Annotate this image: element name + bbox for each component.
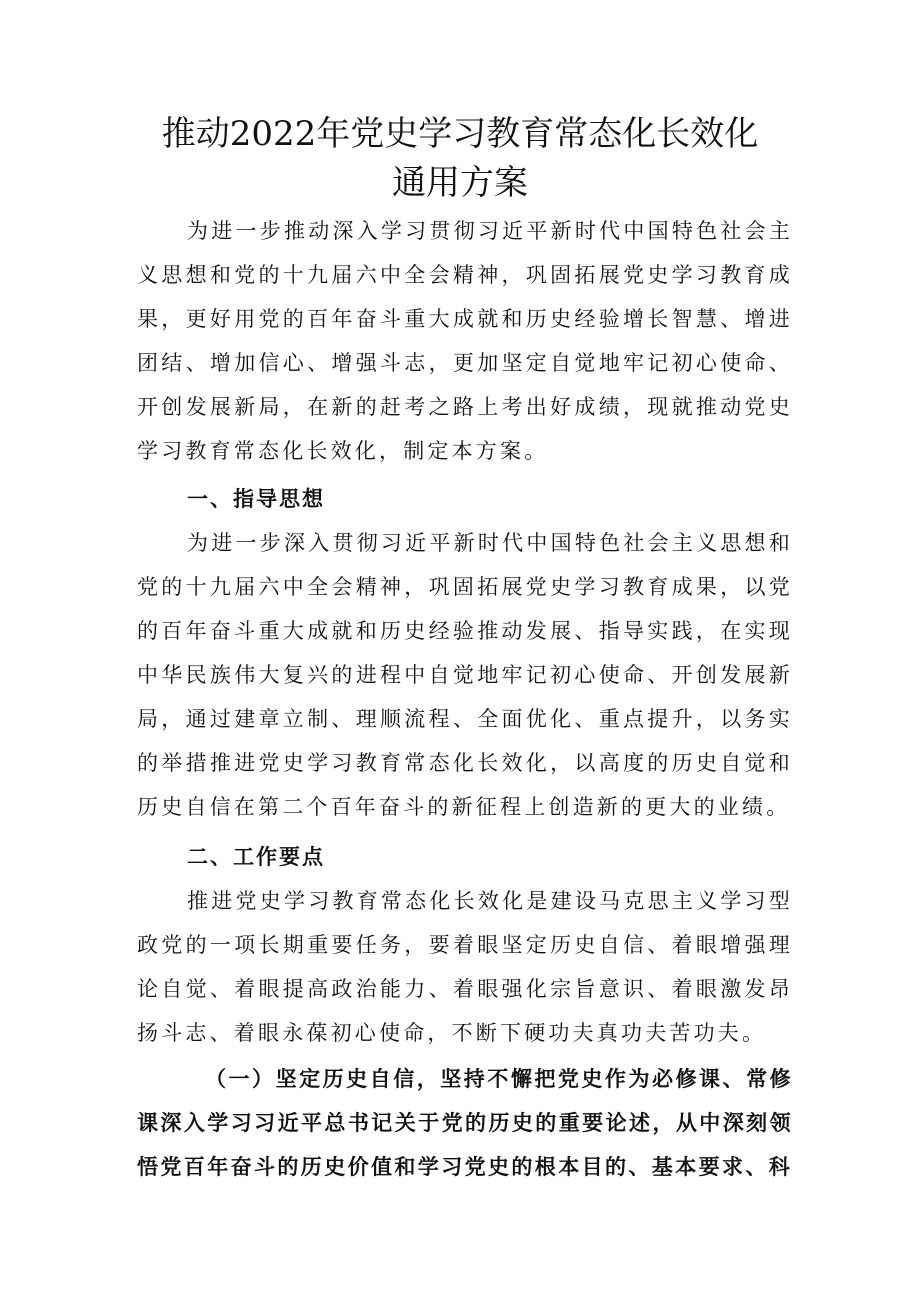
section-heading-guiding-ideology: 一、指导思想 — [187, 487, 325, 511]
section-heading-work-points: 二、工作要点 — [187, 845, 325, 869]
work-point-1-paragraph: （一）坚定历史自信，坚持不懈把党史作为必修课、常修课深入学习习近平总书记关于党的历史的重要论述，从中深刻领悟党百年奋斗的历史价值和学习党史的根本目的、基本要求、科 — [137, 1067, 793, 1179]
work-points-paragraph: 推进党史学习教育常态化长效化是建设马克思主义学习型政党的一项长期重要任务，要着眼坚定历史自信、着眼增强理论自觉、着眼提高政治能力、着眼强化宗旨意识、着眼激发昂扬斗志、着眼永葆初心使命，不断下硬功夫真功夫苦功夫。 — [137, 889, 793, 1045]
guiding-ideology-paragraph: 为进一步深入贯彻习近平新时代中国特色社会主义思想和党的十九届六中全会精神，巩固拓展党史学习教育成果，以党的百年奋斗重大成就和历史经验推动发展、指导实践，在实现中华民族伟大复兴的进程中自觉地牢记初心使命、开创发展新局，通过建章立制、理顺流程、全面优化、重点提升，以务实的举措推进党史学习教育常态化长效化，以高度的历史自觉和历史自信在第二个百年奋斗的新征程上创造新的更大的业绩。 — [137, 531, 793, 819]
document-title-line-2: 通用方案 — [392, 163, 528, 203]
intro-paragraph: 为进一步推动深入学习贯彻习近平新时代中国特色社会主义思想和党的十九届六中全会精神，巩固拓展党史学习教育成果，更好用党的百年奋斗重大成就和历史经验增长智慧、增进团结、增加信心、增强斗志，更加坚定自觉地牢记初心使命、开创发展新局，在新的赶考之路上考出好成绩，现就推动党史学习教育常态化长效化，制定本方案。 — [137, 219, 793, 463]
document-title-line-1: 推动2022年党史学习教育常态化长效化 — [161, 114, 759, 154]
